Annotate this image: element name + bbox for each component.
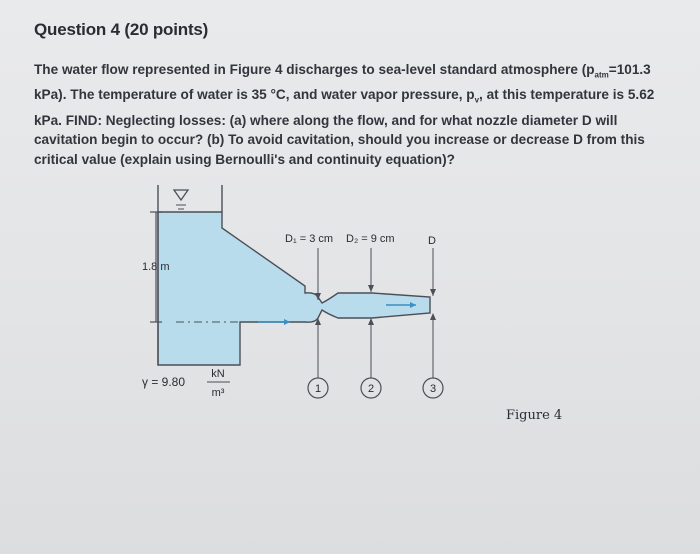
- question-line-4: cavitation begin to occur? (b) To avoid cavitation, should you increase or decrease D from this: [34, 132, 645, 148]
- d2-label: D₂ = 9 cm: [346, 233, 395, 245]
- figure-caption: Figure 4: [506, 408, 563, 423]
- d1-label: D₁ = 3 cm: [285, 233, 334, 245]
- unit-denominator: m³: [211, 387, 225, 399]
- height-label: 1.8 m: [142, 261, 170, 273]
- question-heading: Question 4 (20 points): [34, 20, 209, 39]
- question-line-5: critical value (explain using Bernoulli's and continuity equation)?: [34, 151, 455, 167]
- free-surface-icon: [174, 190, 188, 200]
- question-line-2: kPa). The temperature of water is 35 °C, and water vapor pressure, $p_v$, at this temperature is 5.62: [34, 87, 655, 106]
- question-line-3: kPa. FIND: Neglecting losses: (a) where along the flow, and for what nozzle diameter D will: [34, 112, 618, 128]
- question-line-1: The water flow represented in Figure 4 discharges to sea-level standard atmosphere ($p_{atm}=101.3$: [34, 62, 651, 80]
- station-1-label: 1: [314, 383, 322, 395]
- d-label: D: [428, 235, 436, 247]
- unit-numerator: kN: [211, 368, 225, 380]
- gamma-label: γ = 9.80: [142, 375, 186, 389]
- station-3-label: 3: [429, 383, 437, 395]
- station-2-label: 2: [367, 383, 375, 395]
